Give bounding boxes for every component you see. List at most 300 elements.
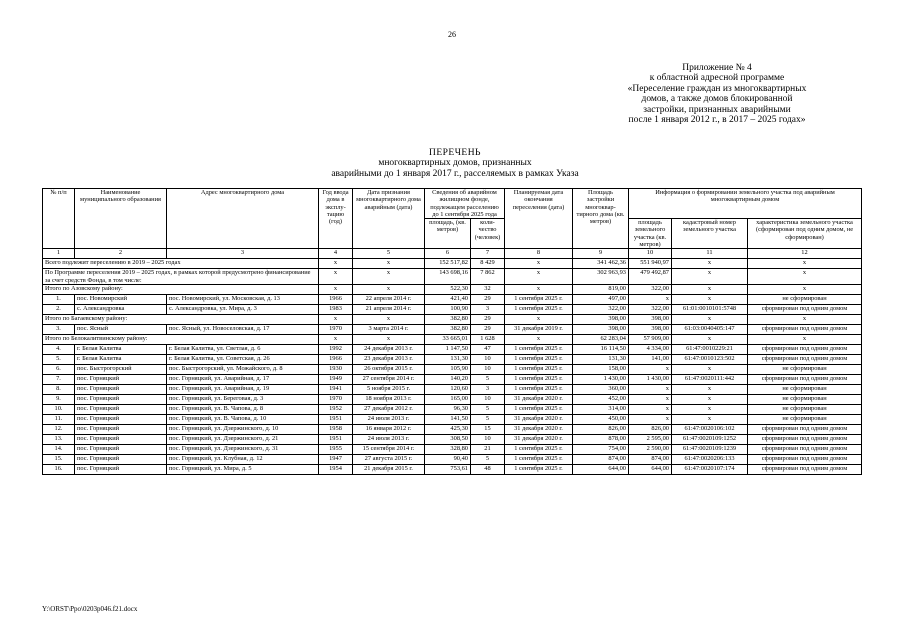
cell-planned-date: х — [505, 334, 573, 344]
cell-land-area: 57 909,00 — [629, 334, 672, 344]
title-line: аварийными до 1 января 2017 г., расселяемых в рамках Указа — [331, 168, 579, 179]
cell-year: х — [319, 259, 353, 269]
cell-land-characteristic: сформирован под одним домом — [748, 324, 862, 334]
cell-land-characteristic: не сформирован — [748, 294, 862, 304]
cell-address: с. Александровка, ул. Мира, д. 3 — [167, 304, 319, 314]
appendix-line: «Переселение граждан из многоквартирных — [627, 83, 807, 94]
cell-building-area: 450,00 — [573, 414, 629, 424]
cell-municipality: пос. Горняцкий — [75, 384, 167, 394]
cell-year: 1970 — [319, 394, 353, 404]
cell-persons: 8 429 — [471, 259, 505, 269]
cell-building-area: 341 462,36 — [573, 259, 629, 269]
cell-building-area: 314,00 — [573, 404, 629, 414]
title-heading: ПЕРЕЧЕНЬ — [428, 148, 482, 158]
cell-land-area: 551 940,97 — [629, 259, 672, 269]
cell-area: 140,20 — [425, 374, 471, 384]
cell-planned-date: 1 сентября 2025 г. — [505, 354, 573, 364]
cell-land-characteristic: сформирован под одним домом — [748, 444, 862, 454]
title-line: многоквартирных домов, признанных — [378, 158, 532, 169]
cell-land-area: 874,00 — [629, 454, 672, 464]
cell-address: пос. Горняцкий, ул. В. Чапова, д. 8 — [167, 404, 319, 414]
cell-persons: 5 — [471, 404, 505, 414]
cell-land-characteristic: х — [748, 269, 862, 285]
table-row — [43, 424, 862, 434]
cell-municipality: пос. Горняцкий — [75, 444, 167, 454]
cell-building-area: 16 114,50 — [573, 344, 629, 354]
column-number: 6 — [425, 249, 471, 259]
summary-row — [43, 334, 862, 344]
cell-persons: 5 — [471, 374, 505, 384]
cell-persons: 10 — [471, 364, 505, 374]
cell-persons: 10 — [471, 394, 505, 404]
cell-municipality: пос. Ясный — [75, 324, 167, 334]
cell-number: 16. — [43, 464, 75, 474]
cell-municipality: пос. Горняцкий — [75, 374, 167, 384]
cell-planned-date: 1 сентября 2025 г. — [505, 384, 573, 394]
cell-recognition-date: 24 декабря 2013 г. — [353, 344, 425, 354]
cell-address: пос. Горняцкий, ул. Береговая, д. 3 — [167, 394, 319, 404]
table-row — [43, 454, 862, 464]
cell-area: 96,30 — [425, 404, 471, 414]
cell-recognition-date: 27 сентября 2014 г. — [353, 374, 425, 384]
cell-cadastral-number: 61:01:0010101:5748 — [672, 304, 748, 314]
appendix-line: к областной адресной программе — [649, 73, 785, 84]
cell-land-characteristic: не сформирован — [748, 404, 862, 414]
cell-persons: 3 — [471, 304, 505, 314]
housing-table — [42, 188, 862, 475]
cell-address: пос. Горняцкий, ул. Клубная, д. 12 — [167, 454, 319, 464]
table-row — [43, 324, 862, 334]
cell-land-area: 398,00 — [629, 314, 672, 324]
cell-area: 308,50 — [425, 434, 471, 444]
table-row — [43, 354, 862, 364]
cell-land-characteristic: сформирован под одним домом — [748, 434, 862, 444]
appendix-line: застройки, признанных аварийными — [643, 104, 791, 115]
column-number: 2 — [75, 249, 167, 259]
cell-land-characteristic: сформирован под одним домом — [748, 374, 862, 384]
column-number: 8 — [505, 249, 573, 259]
cell-address: пос. Горняцкий, ул. Дзержинского, д. 21 — [167, 434, 319, 444]
table-row — [43, 364, 862, 374]
cell-recognition-date: 27 декабря 2012 г. — [353, 404, 425, 414]
page-number: 26 — [448, 30, 456, 39]
summary-row — [43, 269, 862, 285]
table-row — [43, 394, 862, 404]
table-row — [43, 374, 862, 384]
cell-municipality: пос. Новомирский — [75, 294, 167, 304]
header-land-area: площадь земельного участка (кв. метров) — [629, 219, 672, 249]
cell-persons: 1 628 — [471, 334, 505, 344]
cell-cadastral-number: 61:47:0020109:1252 — [672, 434, 748, 444]
cell-number: 8. — [43, 384, 75, 394]
cell-area: 382,80 — [425, 324, 471, 334]
cell-land-area: 4 334,00 — [629, 344, 672, 354]
cell-cadastral-number: х — [672, 404, 748, 414]
cell-land-characteristic: сформирован под одним домом — [748, 424, 862, 434]
table-body — [43, 259, 862, 475]
cell-area: 141,50 — [425, 414, 471, 424]
cell-address: пос. Горняцкий, ул. Мира, д. 5 — [167, 464, 319, 474]
cell-land-area: 322,00 — [629, 284, 672, 294]
cell-address: г. Белая Калитва, ул. Светлая, д. 6 — [167, 344, 319, 354]
cell-planned-date: 1 сентября 2025 г. — [505, 404, 573, 414]
cell-cadastral-number: 61:47:0020111:442 — [672, 374, 748, 384]
cell-cadastral-number: х — [672, 364, 748, 374]
appendix-block — [587, 63, 847, 125]
column-number: 1 — [43, 249, 75, 259]
cell-cadastral-number: х — [672, 334, 748, 344]
cell-land-area: 479 492,87 — [629, 269, 672, 285]
cell-building-area: 497,00 — [573, 294, 629, 304]
cell-persons: 29 — [471, 324, 505, 334]
cell-year: х — [319, 269, 353, 285]
header-land-characteristic: характеристика земельного участка (сформирован под одним домом, не сформирован) — [748, 219, 862, 249]
cell-municipality: пос. Быстрогорский — [75, 364, 167, 374]
cell-year: 1941 — [319, 384, 353, 394]
cell-area: 131,30 — [425, 354, 471, 364]
cell-planned-date: 1 сентября 2025 г. — [505, 464, 573, 474]
cell-municipality: г. Белая Калитва — [75, 344, 167, 354]
summary-label: Итого по Белокалитвинскому району: — [43, 334, 319, 344]
cell-land-area: 141,00 — [629, 354, 672, 364]
cell-year: 1954 — [319, 464, 353, 474]
cell-building-area: 874,00 — [573, 454, 629, 464]
cell-land-characteristic: не сформирован — [748, 394, 862, 404]
cell-area: 120,60 — [425, 384, 471, 394]
cell-number: 15. — [43, 454, 75, 464]
cell-recognition-date: 5 ноября 2015 г. — [353, 384, 425, 394]
cell-cadastral-number: х — [672, 394, 748, 404]
cell-persons: 32 — [471, 284, 505, 294]
cell-recognition-date: х — [353, 259, 425, 269]
cell-number: 13. — [43, 434, 75, 444]
cell-year: 1958 — [319, 424, 353, 434]
cell-building-area: 131,30 — [573, 354, 629, 364]
cell-building-area: 452,00 — [573, 394, 629, 404]
table-row — [43, 304, 862, 314]
table-row — [43, 444, 862, 454]
cell-land-characteristic: сформирован под одним домом — [748, 344, 862, 354]
cell-land-characteristic: сформирован под одним домом — [748, 454, 862, 464]
cell-land-characteristic: не сформирован — [748, 414, 862, 424]
cell-number: 4. — [43, 344, 75, 354]
cell-year: 1992 — [319, 344, 353, 354]
column-number: 5 — [353, 249, 425, 259]
cell-address: пос. Горняцкий, ул. В. Чапова, д. 10 — [167, 414, 319, 424]
cell-land-area: х — [629, 364, 672, 374]
cell-planned-date: 31 декабря 2020 г. — [505, 414, 573, 424]
cell-land-area: 398,00 — [629, 324, 672, 334]
cell-cadastral-number: х — [672, 259, 748, 269]
header-land-info: Информация о формировании земельного участка под аварийным многоквартирным домом — [629, 189, 862, 219]
summary-row — [43, 314, 862, 324]
cell-cadastral-number: 61:47:0020109:1239 — [672, 444, 748, 454]
cell-building-area: 754,00 — [573, 444, 629, 454]
cell-land-area: х — [629, 294, 672, 304]
cell-land-area: 2 595,00 — [629, 434, 672, 444]
cell-year: 1966 — [319, 294, 353, 304]
cell-persons: 5 — [471, 454, 505, 464]
cell-address: пос. Новомирский, ул. Московская, д. 13 — [167, 294, 319, 304]
cell-building-area: 878,00 — [573, 434, 629, 444]
cell-land-area: 1 430,00 — [629, 374, 672, 384]
cell-persons: 29 — [471, 294, 505, 304]
cell-land-characteristic: сформирован под одним домом — [748, 464, 862, 474]
cell-planned-date: 1 сентября 2025 г. — [505, 374, 573, 384]
cell-land-characteristic: не сформирован — [748, 384, 862, 394]
header-cadastral: кадастровый номер земельного участка — [672, 219, 748, 249]
cell-year: 1930 — [319, 364, 353, 374]
cell-recognition-date: 27 августа 2015 г. — [353, 454, 425, 464]
cell-year: 1966 — [319, 354, 353, 364]
header-area: площадь, (кв. метров) — [425, 219, 471, 249]
cell-number: 1. — [43, 294, 75, 304]
table-row — [43, 294, 862, 304]
summary-row — [43, 284, 862, 294]
cell-cadastral-number: 61:47:0010123:502 — [672, 354, 748, 364]
cell-land-area: х — [629, 394, 672, 404]
cell-planned-date: 1 сентября 2025 г. — [505, 444, 573, 454]
document-title — [300, 148, 610, 179]
cell-persons: 10 — [471, 354, 505, 364]
cell-cadastral-number: 61:47:0010229:21 — [672, 344, 748, 354]
column-number: 7 — [471, 249, 505, 259]
cell-persons: 3 — [471, 384, 505, 394]
summary-label: Итого по Азовскому району: — [43, 284, 319, 294]
cell-cadastral-number: 61:47:0020206:133 — [672, 454, 748, 464]
cell-planned-date: х — [505, 269, 573, 285]
appendix-line: домов, а также домов блокированной — [641, 94, 793, 105]
summary-label: Всего подлежит переселению в 2019 – 2025 годах — [43, 259, 319, 269]
cell-land-area: 826,00 — [629, 424, 672, 434]
cell-cadastral-number: х — [672, 384, 748, 394]
cell-land-area: 644,00 — [629, 464, 672, 474]
table-row — [43, 344, 862, 354]
cell-municipality: пос. Горняцкий — [75, 434, 167, 444]
column-numbers-row — [43, 249, 862, 259]
cell-persons: 21 — [471, 444, 505, 454]
cell-building-area: 1 430,00 — [573, 374, 629, 384]
column-number: 9 — [573, 249, 629, 259]
cell-recognition-date: 26 октября 2015 г. — [353, 364, 425, 374]
summary-label: Итого по Багаевскому району: — [43, 314, 319, 324]
table-row — [43, 384, 862, 394]
file-path-footer: Y:\ORST\Ppo\0203p046.f21.docx — [42, 605, 138, 613]
cell-area: 421,40 — [425, 294, 471, 304]
header-row — [43, 189, 862, 219]
cell-building-area: 819,00 — [573, 284, 629, 294]
cell-number: 14. — [43, 444, 75, 454]
cell-recognition-date: 24 июля 2013 г. — [353, 434, 425, 444]
cell-persons: 5 — [471, 414, 505, 424]
cell-cadastral-number: х — [672, 414, 748, 424]
cell-building-area: 398,00 — [573, 324, 629, 334]
cell-number: 5. — [43, 354, 75, 364]
cell-area: 90,40 — [425, 454, 471, 464]
cell-area: 382,80 — [425, 314, 471, 324]
cell-year: х — [319, 334, 353, 344]
appendix-line: после 1 января 2012 г., в 2017 – 2025 годах» — [628, 115, 806, 126]
column-number: 10 — [629, 249, 672, 259]
table-row — [43, 434, 862, 444]
cell-area: 425,30 — [425, 424, 471, 434]
header-fund: Сведения об аварийном жилищном фонде, подлежащем расселению до 1 сентября 2025 года — [425, 189, 505, 219]
table-row — [43, 414, 862, 424]
cell-persons: 10 — [471, 434, 505, 444]
cell-cadastral-number: 61:03:0040405:147 — [672, 324, 748, 334]
cell-recognition-date: 3 марта 2014 г. — [353, 324, 425, 334]
cell-persons: 15 — [471, 424, 505, 434]
cell-planned-date: х — [505, 259, 573, 269]
cell-planned-date: х — [505, 284, 573, 294]
cell-land-area: 2 590,00 — [629, 444, 672, 454]
header-year: Год ввода дома в эксплу-тацию (год) — [319, 189, 353, 249]
cell-recognition-date: 23 декабря 2013 г. — [353, 354, 425, 364]
cell-number: 6. — [43, 364, 75, 374]
cell-year: 1983 — [319, 304, 353, 314]
cell-land-characteristic: не сформирован — [748, 364, 862, 374]
cell-area: 328,80 — [425, 444, 471, 454]
cell-area: 33 665,01 — [425, 334, 471, 344]
cell-recognition-date: 22 апреля 2014 г. — [353, 294, 425, 304]
header-persons: коли-чество (человек) — [471, 219, 505, 249]
cell-land-characteristic: сформирован под одним домом — [748, 304, 862, 314]
cell-planned-date: 1 сентября 2025 г. — [505, 294, 573, 304]
cell-persons: 7 862 — [471, 269, 505, 285]
cell-recognition-date: х — [353, 314, 425, 324]
cell-number: 12. — [43, 424, 75, 434]
cell-planned-date: 1 сентября 2025 г. — [505, 304, 573, 314]
cell-area: 152 517,82 — [425, 259, 471, 269]
cell-year: 1947 — [319, 454, 353, 464]
cell-recognition-date: 18 ноября 2013 г. — [353, 394, 425, 404]
cell-municipality: г. Белая Калитва — [75, 354, 167, 364]
cell-land-area: х — [629, 414, 672, 424]
column-number: 4 — [319, 249, 353, 259]
cell-land-characteristic: х — [748, 314, 862, 324]
cell-address: пос. Горняцкий, ул. Аварийная, д. 19 — [167, 384, 319, 394]
column-number: 11 — [672, 249, 748, 259]
cell-land-area: х — [629, 384, 672, 394]
cell-municipality: пос. Горняцкий — [75, 414, 167, 424]
cell-building-area: 302 963,93 — [573, 269, 629, 285]
cell-recognition-date: 15 сентября 2014 г. — [353, 444, 425, 454]
cell-municipality: пос. Горняцкий — [75, 404, 167, 414]
cell-address: г. Белая Калитва, ул. Советская, д. 26 — [167, 354, 319, 364]
cell-address: пос. Горняцкий, ул. Дзержинского, д. 31 — [167, 444, 319, 454]
cell-cadastral-number: х — [672, 284, 748, 294]
cell-building-area: 360,00 — [573, 384, 629, 394]
cell-planned-date: 31 декабря 2020 г. — [505, 434, 573, 444]
column-number: 12 — [748, 249, 862, 259]
cell-building-area: 826,00 — [573, 424, 629, 434]
cell-year: 1955 — [319, 444, 353, 454]
cell-building-area: 398,00 — [573, 314, 629, 324]
cell-municipality: пос. Горняцкий — [75, 424, 167, 434]
appendix-line: Приложение № 4 — [682, 63, 752, 73]
cell-municipality: пос. Горняцкий — [75, 464, 167, 474]
column-number: 3 — [167, 249, 319, 259]
cell-recognition-date: 24 июля 2013 г. — [353, 414, 425, 424]
cell-building-area: 644,00 — [573, 464, 629, 474]
cell-land-characteristic: х — [748, 334, 862, 344]
cell-land-area: х — [629, 404, 672, 414]
cell-recognition-date: 21 апреля 2014 г. — [353, 304, 425, 314]
cell-year: х — [319, 314, 353, 324]
cell-area: 100,90 — [425, 304, 471, 314]
cell-number: 2. — [43, 304, 75, 314]
cell-building-area: 158,00 — [573, 364, 629, 374]
cell-recognition-date: х — [353, 269, 425, 285]
cell-land-area: 322,00 — [629, 304, 672, 314]
cell-number: 9. — [43, 394, 75, 404]
cell-year: х — [319, 284, 353, 294]
cell-area: 105,90 — [425, 364, 471, 374]
cell-planned-date: 31 декабря 2020 г. — [505, 424, 573, 434]
header-building-area: Площадь застройки многоквар-тирного дома (кв. метров) — [573, 189, 629, 249]
cell-year: 1949 — [319, 374, 353, 384]
cell-address: пос. Горняцкий, ул. Аварийная, д. 17 — [167, 374, 319, 384]
cell-municipality: пос. Горняцкий — [75, 454, 167, 464]
cell-address: пос. Горняцкий, ул. Дзержинского, д. 10 — [167, 424, 319, 434]
cell-number: 7. — [43, 374, 75, 384]
cell-number: 11. — [43, 414, 75, 424]
cell-year: 1951 — [319, 434, 353, 444]
cell-persons: 48 — [471, 464, 505, 474]
cell-recognition-date: 16 января 2012 г. — [353, 424, 425, 434]
cell-cadastral-number: 61:47:0020107:174 — [672, 464, 748, 474]
cell-address: пос. Быстрогорский, ул. Можайского, д. 8 — [167, 364, 319, 374]
header-planned-date: Планируемая дата окончания переселения (дата) — [505, 189, 573, 249]
cell-planned-date: 1 сентября 2025 г. — [505, 344, 573, 354]
cell-number: 10. — [43, 404, 75, 414]
table-row — [43, 464, 862, 474]
cell-cadastral-number: х — [672, 269, 748, 285]
summary-label: По Программе переселения 2019 – 2025 годах, в рамках которой предусмотрено финансирование за счет средств Фонда, в том числе: — [43, 269, 319, 285]
cell-cadastral-number: х — [672, 314, 748, 324]
cell-land-characteristic: сформирован под одним домом — [748, 354, 862, 364]
cell-planned-date: 31 декабря 2020 г. — [505, 394, 573, 404]
table-row — [43, 404, 862, 414]
cell-area: 143 698,16 — [425, 269, 471, 285]
header-number: № п/п — [43, 189, 75, 249]
header-municipality: Наименование муниципального образования — [75, 189, 167, 249]
cell-municipality: с. Александровка — [75, 304, 167, 314]
cell-recognition-date: х — [353, 284, 425, 294]
cell-land-characteristic: х — [748, 284, 862, 294]
cell-persons: 29 — [471, 314, 505, 324]
cell-area: 522,30 — [425, 284, 471, 294]
cell-area: 165,00 — [425, 394, 471, 404]
header-address: Адрес многоквартирного дома — [167, 189, 319, 249]
cell-planned-date: 1 сентября 2025 г. — [505, 454, 573, 464]
summary-row — [43, 259, 862, 269]
cell-address: пос. Ясный, ул. Новоселовская, д. 17 — [167, 324, 319, 334]
cell-recognition-date: 21 декабря 2015 г. — [353, 464, 425, 474]
cell-municipality: пос. Горняцкий — [75, 394, 167, 404]
cell-year: 1970 — [319, 324, 353, 334]
cell-planned-date: 31 декабря 2019 г. — [505, 324, 573, 334]
cell-number: 3. — [43, 324, 75, 334]
cell-area: 1 147,50 — [425, 344, 471, 354]
cell-year: 1952 — [319, 404, 353, 414]
cell-building-area: 62 283,04 — [573, 334, 629, 344]
cell-cadastral-number: х — [672, 294, 748, 304]
cell-persons: 47 — [471, 344, 505, 354]
header-date: Дата признания многоквартирного дома аварийным (дата) — [353, 189, 425, 249]
cell-recognition-date: х — [353, 334, 425, 344]
cell-building-area: 322,00 — [573, 304, 629, 314]
